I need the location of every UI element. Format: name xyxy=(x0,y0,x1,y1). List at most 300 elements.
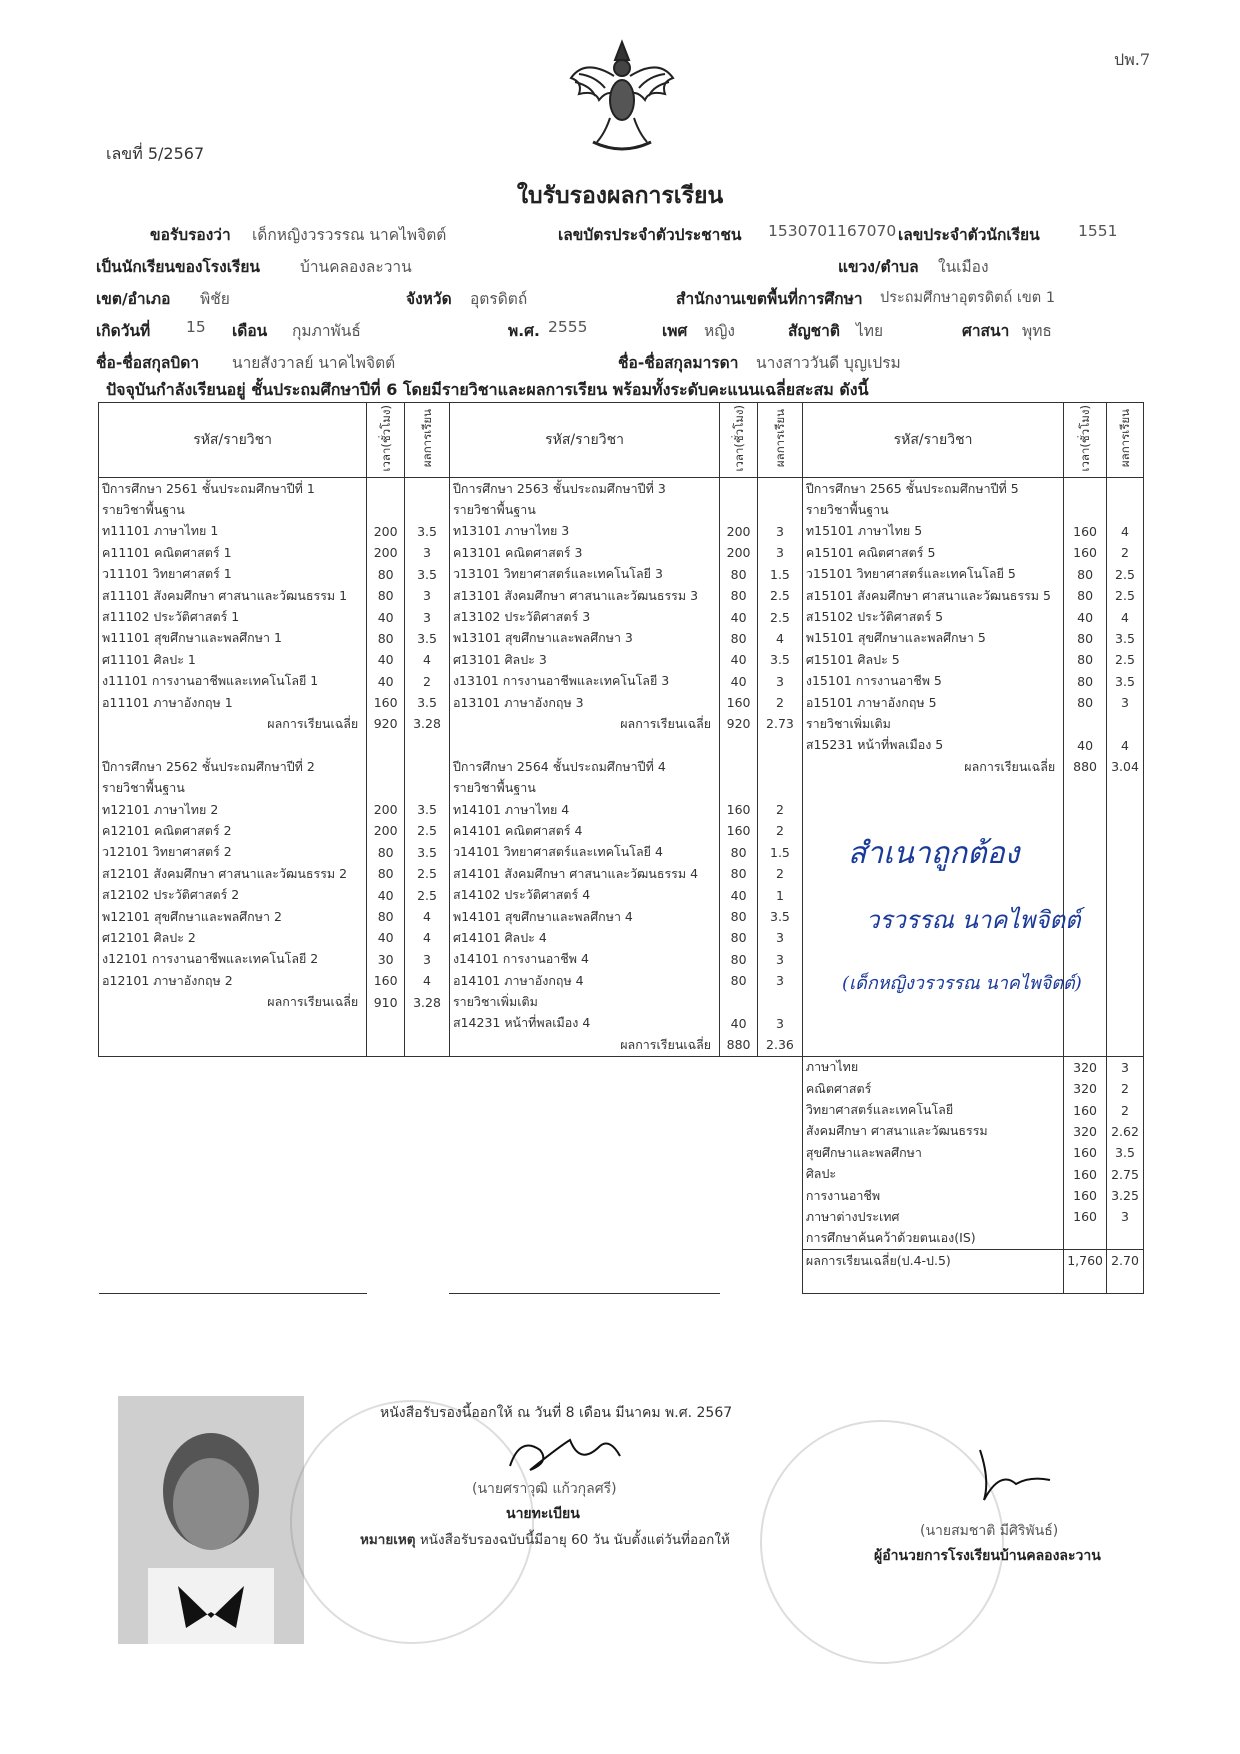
subject-cell: ปีการศึกษา 2563 ชั้นประถมศึกษาปีที่ 3 xyxy=(449,478,719,500)
hours-cell: 40 xyxy=(720,671,758,692)
hours-cell: 910 xyxy=(367,991,405,1012)
grade-cell: 2.5 xyxy=(405,863,450,884)
grade-cell xyxy=(1106,949,1143,970)
subject-cell: ส11102 ประวัติศาสตร์ 1 xyxy=(99,606,367,627)
hours-cell xyxy=(720,1250,758,1272)
grade-cell: 3.04 xyxy=(1106,756,1143,777)
hours-cell xyxy=(1064,842,1107,863)
grade-cell: 3 xyxy=(758,542,803,563)
hours-cell: 160 xyxy=(720,799,758,820)
subject-cell: อ13101 ภาษาอังกฤษ 3 xyxy=(449,692,719,713)
hours-cell xyxy=(367,1034,405,1056)
father-label: ชื่อ-ชื่อสกุลบิดา xyxy=(96,354,200,372)
subject-cell: ปีการศึกษา 2565 ชั้นประถมศึกษาปีที่ 5 xyxy=(802,478,1063,500)
grade-cell xyxy=(758,756,803,777)
grade-cell xyxy=(758,1185,803,1206)
subject-cell: ส11101 สังคมศึกษา ศาสนาและวัฒนธรรม 1 xyxy=(99,585,367,606)
hours-cell xyxy=(720,478,758,500)
hours-cell xyxy=(1064,713,1107,734)
grade-cell: 3 xyxy=(758,521,803,542)
subject-cell: ว11101 วิทยาศาสตร์ 1 xyxy=(99,564,367,585)
hours-cell xyxy=(367,1142,405,1163)
grade-cell xyxy=(758,1250,803,1272)
hours-cell xyxy=(367,1078,405,1099)
grade-cell xyxy=(405,478,450,500)
grade-cell: 3 xyxy=(1106,692,1143,713)
hours-cell: 200 xyxy=(720,521,758,542)
hours-cell: 40 xyxy=(1064,606,1107,627)
grade-cell: 3.5 xyxy=(1106,671,1143,692)
table-row xyxy=(99,1099,1144,1120)
hours-cell xyxy=(1064,949,1107,970)
subject-cell: รายวิชาพื้นฐาน xyxy=(99,499,367,520)
hours-cell xyxy=(367,1164,405,1185)
office-label: สำนักงานเขตพื้นที่การศึกษา xyxy=(676,290,863,308)
subject-cell: ส15101 สังคมศึกษา ศาสนาและวัฒนธรรม 5 xyxy=(802,585,1063,606)
father-name: นายสังวาลย์ นาคไพจิตต์ xyxy=(232,354,396,372)
hours-cell: 80 xyxy=(1064,649,1107,670)
grade-cell: 2 xyxy=(1106,1078,1143,1099)
subject-cell xyxy=(449,1142,719,1163)
hours-cell xyxy=(1064,863,1107,884)
subject-cell: ค11101 คณิตศาสตร์ 1 xyxy=(99,542,367,563)
hours-cell xyxy=(1064,1034,1107,1056)
grade-cell: 3 xyxy=(405,542,450,563)
subject-cell xyxy=(99,1013,367,1034)
registrar-name: (นายศราวุฒิ แก้วกุลศรี) xyxy=(472,1481,617,1497)
subject-cell: ท11101 ภาษาไทย 1 xyxy=(99,521,367,542)
mother-name: นางสาววันดี บุญเปรม xyxy=(756,354,901,372)
hours-cell xyxy=(367,777,405,798)
hours-cell: 40 xyxy=(720,649,758,670)
hours-cell xyxy=(720,1164,758,1185)
hours-cell xyxy=(720,991,758,1012)
grade-cell: 3 xyxy=(1106,1206,1143,1227)
grade-cell: 2.5 xyxy=(405,884,450,905)
header-subject-3: รหัส/รายวิชา xyxy=(802,403,1063,478)
grade-cell: 3.5 xyxy=(1106,1142,1143,1163)
subject-cell xyxy=(99,1206,367,1227)
grade-cell: 2.5 xyxy=(405,820,450,841)
subject-cell: อ12101 ภาษาอังกฤษ 2 xyxy=(99,970,367,991)
hours-cell: 160 xyxy=(367,970,405,991)
hours-cell: 1,760 xyxy=(1064,1250,1107,1272)
birth-month-label: เดือน xyxy=(232,322,268,340)
subject-cell: รายวิชาพื้นฐาน xyxy=(449,777,719,798)
grade-cell xyxy=(758,1078,803,1099)
table-row xyxy=(99,692,1144,713)
hours-cell: 80 xyxy=(1064,692,1107,713)
subject-cell: ภาษาต่างประเทศ xyxy=(802,1206,1063,1227)
hours-cell xyxy=(720,1099,758,1120)
subject-cell: ส12101 สังคมศึกษา ศาสนาและวัฒนธรรม 2 xyxy=(99,863,367,884)
subject-cell xyxy=(802,1271,1063,1293)
grade-cell: 2.5 xyxy=(758,606,803,627)
subject-cell: รายวิชาเพิ่มเติม xyxy=(802,713,1063,734)
hours-cell xyxy=(720,735,758,756)
hours-cell: 80 xyxy=(720,842,758,863)
header-hours-1: เวลา(ชั่วโมง) xyxy=(378,405,393,472)
birth-month-value: กุมภาพันธ์ xyxy=(292,322,361,340)
grade-cell xyxy=(758,777,803,798)
subject-cell xyxy=(99,1185,367,1206)
issue-date: หนังสือรับรองนี้ออกให้ ณ วันที่ 8 เดือน มีนาคม พ.ศ. 2567 xyxy=(380,1405,733,1421)
hours-cell xyxy=(367,1228,405,1250)
province-value: อุตรดิตถ์ xyxy=(470,290,528,308)
intro-sentence: ปัจจุบันกำลังเรียนอยู่ ชั้นประถมศึกษาปีที่ 6 โดยมีรายวิชาและผลการเรียน พร้อมทั้งระดับคะแนนเฉลี่ยสะสม ดังนี้ xyxy=(106,380,869,399)
subject-cell: รายวิชาพื้นฐาน xyxy=(99,777,367,798)
grade-cell: 4 xyxy=(1106,735,1143,756)
hours-cell: 80 xyxy=(720,949,758,970)
table-row xyxy=(99,478,1144,500)
subject-cell xyxy=(449,1250,719,1272)
subject-cell: พ15101 สุขศึกษาและพลศึกษา 5 xyxy=(802,628,1063,649)
subject-cell: ส13101 สังคมศึกษา ศาสนาและวัฒนธรรม 3 xyxy=(449,585,719,606)
grade-cell: 2 xyxy=(1106,542,1143,563)
hours-cell: 80 xyxy=(720,564,758,585)
subject-cell: รายวิชาพื้นฐาน xyxy=(802,499,1063,520)
hours-cell xyxy=(367,1250,405,1272)
subject-cell: ค13101 คณิตศาสตร์ 3 xyxy=(449,542,719,563)
form-code: ปพ.7 xyxy=(1114,50,1150,69)
hours-cell: 160 xyxy=(1064,521,1107,542)
hours-cell: 80 xyxy=(720,927,758,948)
subject-cell xyxy=(99,1078,367,1099)
birth-day-label: เกิดวันที่ xyxy=(96,322,151,340)
hours-cell: 880 xyxy=(1064,756,1107,777)
grade-cell xyxy=(405,1121,450,1142)
subject-cell xyxy=(99,1228,367,1250)
table-row xyxy=(99,1142,1144,1163)
subject-cell xyxy=(449,1228,719,1250)
hours-cell: 160 xyxy=(1064,1164,1107,1185)
subject-cell xyxy=(99,1099,367,1120)
table-row xyxy=(99,1034,1144,1056)
subject-cell: ส13102 ประวัติศาสตร์ 3 xyxy=(449,606,719,627)
nationality-value: ไทย xyxy=(856,322,884,340)
subject-cell: ง11101 การงานอาชีพและเทคโนโลยี 1 xyxy=(99,671,367,692)
table-row xyxy=(99,1078,1144,1099)
grade-cell: 1 xyxy=(758,884,803,905)
table-row xyxy=(99,1056,1144,1078)
subject-cell xyxy=(99,735,367,756)
subject-cell: ท12101 ภาษาไทย 2 xyxy=(99,799,367,820)
grade-cell xyxy=(758,1121,803,1142)
grade-cell xyxy=(405,1034,450,1056)
subject-cell xyxy=(802,949,1063,970)
birth-year-label: พ.ศ. xyxy=(508,322,540,340)
grade-cell: 3.5 xyxy=(758,649,803,670)
table-row xyxy=(99,628,1144,649)
hours-cell xyxy=(367,756,405,777)
grade-cell xyxy=(758,735,803,756)
subject-cell: อ14101 ภาษาอังกฤษ 4 xyxy=(449,970,719,991)
grade-cell: 2 xyxy=(758,692,803,713)
grade-cell xyxy=(758,478,803,500)
grade-cell xyxy=(405,499,450,520)
doc-no-label: เลขที่ xyxy=(106,144,143,163)
grade-cell: 2.73 xyxy=(758,713,803,734)
subject-cell xyxy=(449,1078,719,1099)
validity-note xyxy=(360,1528,730,1550)
table-row xyxy=(99,1121,1144,1142)
subject-cell: ท14101 ภาษาไทย 4 xyxy=(449,799,719,820)
header-hours-3: เวลา(ชั่วโมง) xyxy=(1078,405,1093,472)
hours-cell: 160 xyxy=(1064,542,1107,563)
birth-day-value: 15 xyxy=(186,318,206,336)
hours-cell xyxy=(367,1056,405,1078)
grade-cell xyxy=(1106,1271,1143,1293)
table-row xyxy=(99,521,1144,542)
certify-label: ขอรับรองว่า xyxy=(150,226,231,244)
grade-cell: 2.62 xyxy=(1106,1121,1143,1142)
subject-cell xyxy=(802,777,1063,798)
grade-cell: 3 xyxy=(758,970,803,991)
grade-cell: 3 xyxy=(405,585,450,606)
hours-cell: 160 xyxy=(720,692,758,713)
header-subject-2: รหัส/รายวิชา xyxy=(449,403,719,478)
grade-cell xyxy=(1106,820,1143,841)
header-grade-1: ผลการเรียน xyxy=(420,409,435,468)
table-row xyxy=(99,949,1144,970)
subject-cell: พ11101 สุขศึกษาและพลศึกษา 1 xyxy=(99,628,367,649)
photo-portrait-icon xyxy=(118,1396,304,1644)
hours-cell: 40 xyxy=(720,884,758,905)
grade-cell xyxy=(1106,884,1143,905)
grade-cell xyxy=(1106,991,1143,1012)
subject-cell xyxy=(449,1164,719,1185)
table-row xyxy=(99,1271,1144,1293)
hours-cell: 40 xyxy=(720,1013,758,1034)
birth-year-value: 2555 xyxy=(548,318,588,336)
grade-cell xyxy=(405,1250,450,1272)
subdistrict-value: ในเมือง xyxy=(938,258,989,276)
hours-cell: 200 xyxy=(367,820,405,841)
grade-cell xyxy=(758,1142,803,1163)
subject-cell: รายวิชาเพิ่มเติม xyxy=(449,991,719,1012)
hours-cell xyxy=(1064,499,1107,520)
hours-cell xyxy=(720,1271,758,1293)
student-number: 1551 xyxy=(1078,222,1118,240)
director-signature-icon xyxy=(960,1440,1060,1510)
grade-cell: 2.5 xyxy=(1106,564,1143,585)
subject-cell: การศึกษาค้นคว้าด้วยตนเอง(IS) xyxy=(802,1228,1063,1250)
hours-cell: 80 xyxy=(367,906,405,927)
grade-cell xyxy=(405,1099,450,1120)
header-grade-2: ผลการเรียน xyxy=(772,409,787,468)
table-row xyxy=(99,606,1144,627)
grade-cell xyxy=(1106,1228,1143,1250)
table-row xyxy=(99,542,1144,563)
hours-cell: 40 xyxy=(367,671,405,692)
sex-value: หญิง xyxy=(704,322,735,340)
hours-cell: 40 xyxy=(1064,735,1107,756)
hours-cell: 320 xyxy=(1064,1056,1107,1078)
grade-cell: 2 xyxy=(758,799,803,820)
subject-cell xyxy=(99,1271,367,1293)
grade-cell xyxy=(1106,499,1143,520)
hours-cell xyxy=(367,1121,405,1142)
student-no-label: เลขประจำตัวนักเรียน xyxy=(898,226,1040,244)
note-label: หมายเหตุ xyxy=(360,1532,416,1548)
subject-cell: ส14231 หน้าที่พลเมือง 4 xyxy=(449,1013,719,1034)
hours-cell: 80 xyxy=(367,863,405,884)
director-title: ผู้อำนวยการโรงเรียนบ้านคลองละวาน xyxy=(874,1548,1101,1564)
subject-cell: การงานอาชีพ xyxy=(802,1185,1063,1206)
grade-cell: 3.5 xyxy=(405,692,450,713)
mother-label: ชื่อ-ชื่อสกุลมารดา xyxy=(618,354,739,372)
hours-cell: 40 xyxy=(367,884,405,905)
grade-cell: 3 xyxy=(758,949,803,970)
subject-cell: พ14101 สุขศึกษาและพลศึกษา 4 xyxy=(449,906,719,927)
table-row xyxy=(99,1206,1144,1227)
grade-cell: 3 xyxy=(758,927,803,948)
grade-cell xyxy=(1106,799,1143,820)
subject-cell xyxy=(99,1121,367,1142)
header-subject-1: รหัส/รายวิชา xyxy=(99,403,367,478)
grade-cell: 3.25 xyxy=(1106,1185,1143,1206)
hours-cell: 80 xyxy=(367,585,405,606)
table-row xyxy=(99,735,1144,756)
hours-cell: 40 xyxy=(367,927,405,948)
grade-cell: 3 xyxy=(1106,1056,1143,1078)
hours-cell xyxy=(367,1099,405,1120)
hours-cell xyxy=(1064,799,1107,820)
subject-cell: ศ12101 ศิลปะ 2 xyxy=(99,927,367,948)
subject-cell: ว12101 วิทยาศาสตร์ 2 xyxy=(99,842,367,863)
doc-no-value: 5/2567 xyxy=(147,144,205,163)
hours-cell: 160 xyxy=(1064,1099,1107,1120)
nationality-label: สัญชาติ xyxy=(788,322,840,340)
hours-cell xyxy=(1064,1013,1107,1034)
subject-cell: พ13101 สุขศึกษาและพลศึกษา 3 xyxy=(449,628,719,649)
hours-cell: 920 xyxy=(720,713,758,734)
subject-cell: ผลการเรียนเฉลี่ย(ป.4-ป.5) xyxy=(802,1250,1063,1272)
hours-cell xyxy=(720,1078,758,1099)
student-name: เด็กหญิงวรวรรณ นาคไพจิตต์ xyxy=(252,226,447,244)
subject-cell: ปีการศึกษา 2564 ชั้นประถมศึกษาปีที่ 4 xyxy=(449,756,719,777)
grade-cell xyxy=(1106,713,1143,734)
document-title: ใบรับรองผลการเรียน xyxy=(516,183,724,209)
subject-cell: ภาษาไทย xyxy=(802,1056,1063,1078)
hours-cell xyxy=(1064,777,1107,798)
hours-cell: 80 xyxy=(1064,564,1107,585)
hours-cell xyxy=(720,756,758,777)
grade-cell: 3 xyxy=(758,671,803,692)
grade-cell xyxy=(405,1078,450,1099)
grade-cell: 3.28 xyxy=(405,991,450,1012)
hours-cell: 160 xyxy=(1064,1142,1107,1163)
grade-cell xyxy=(405,1185,450,1206)
grade-cell xyxy=(405,1164,450,1185)
grade-cell: 2.75 xyxy=(1106,1164,1143,1185)
table-row xyxy=(99,777,1144,798)
grade-cell xyxy=(1106,1034,1143,1056)
grade-cell: 2.70 xyxy=(1106,1250,1143,1272)
hours-cell: 40 xyxy=(367,649,405,670)
student-photo xyxy=(118,1396,304,1644)
hours-cell: 80 xyxy=(720,970,758,991)
subject-cell: ศ13101 ศิลปะ 3 xyxy=(449,649,719,670)
hours-cell: 320 xyxy=(1064,1121,1107,1142)
grade-cell xyxy=(758,991,803,1012)
hours-cell: 80 xyxy=(720,863,758,884)
grade-cell: 3.5 xyxy=(1106,628,1143,649)
subject-cell: ง14101 การงานอาชีพ 4 xyxy=(449,949,719,970)
subject-cell xyxy=(802,1034,1063,1056)
subject-cell: ส14102 ประวัติศาสตร์ 4 xyxy=(449,884,719,905)
grade-cell: 3.5 xyxy=(405,799,450,820)
grade-cell xyxy=(1106,842,1143,863)
grade-cell xyxy=(1106,906,1143,927)
subject-cell: ผลการเรียนเฉลี่ย xyxy=(99,713,367,734)
subject-cell: ผลการเรียนเฉลี่ย xyxy=(449,713,719,734)
id-card-number: 1530701167070 xyxy=(768,222,897,240)
grade-cell xyxy=(1106,1013,1143,1034)
subject-cell: ค12101 คณิตศาสตร์ 2 xyxy=(99,820,367,841)
subject-cell xyxy=(802,1013,1063,1034)
hours-cell xyxy=(720,1121,758,1142)
subject-cell: ส14101 สังคมศึกษา ศาสนาและวัฒนธรรม 4 xyxy=(449,863,719,884)
grade-cell: 2.5 xyxy=(1106,649,1143,670)
subject-cell: ส15231 หน้าที่พลเมือง 5 xyxy=(802,735,1063,756)
subject-cell: ศ11101 ศิลปะ 1 xyxy=(99,649,367,670)
grade-cell: 4 xyxy=(405,927,450,948)
religion-label: ศาสนา xyxy=(962,322,1010,340)
grade-cell xyxy=(405,756,450,777)
grade-cell xyxy=(405,1142,450,1163)
subject-cell: อ15101 ภาษาอังกฤษ 5 xyxy=(802,692,1063,713)
grade-cell xyxy=(1106,927,1143,948)
hours-cell: 80 xyxy=(367,842,405,863)
grade-cell: 2.5 xyxy=(758,585,803,606)
hours-cell: 30 xyxy=(367,949,405,970)
hours-cell: 880 xyxy=(720,1034,758,1056)
subject-cell: ว15101 วิทยาศาสตร์และเทคโนโลยี 5 xyxy=(802,564,1063,585)
grade-cell: 3.5 xyxy=(405,564,450,585)
district-value: พิชัย xyxy=(200,290,230,308)
grade-cell: 4 xyxy=(1106,606,1143,627)
subject-cell xyxy=(802,799,1063,820)
grade-cell: 3 xyxy=(405,949,450,970)
hours-cell xyxy=(720,1185,758,1206)
subject-cell: ง13101 การงานอาชีพและเทคโนโลยี 3 xyxy=(449,671,719,692)
hours-cell xyxy=(720,1142,758,1163)
subject-cell xyxy=(449,1121,719,1142)
subject-cell: สังคมศึกษา ศาสนาและวัฒนธรรม xyxy=(802,1121,1063,1142)
hours-cell: 40 xyxy=(720,606,758,627)
hours-cell: 80 xyxy=(720,585,758,606)
hours-cell xyxy=(720,1228,758,1250)
subject-cell xyxy=(449,1271,719,1293)
hours-cell: 200 xyxy=(367,799,405,820)
hours-cell: 160 xyxy=(1064,1206,1107,1227)
subject-cell xyxy=(449,1099,719,1120)
hours-cell: 200 xyxy=(720,542,758,563)
subject-cell xyxy=(99,1164,367,1185)
grade-cell xyxy=(758,499,803,520)
grade-cell: 3.5 xyxy=(405,842,450,863)
table-row xyxy=(99,713,1144,734)
grade-cell: 2 xyxy=(405,671,450,692)
hours-cell xyxy=(367,1185,405,1206)
hours-cell xyxy=(367,1013,405,1034)
grade-cell xyxy=(405,777,450,798)
registrar-signature-icon xyxy=(500,1426,630,1482)
hours-cell: 160 xyxy=(367,692,405,713)
subject-cell: ผลการเรียนเฉลี่ย xyxy=(449,1034,719,1056)
grade-cell xyxy=(405,1013,450,1034)
